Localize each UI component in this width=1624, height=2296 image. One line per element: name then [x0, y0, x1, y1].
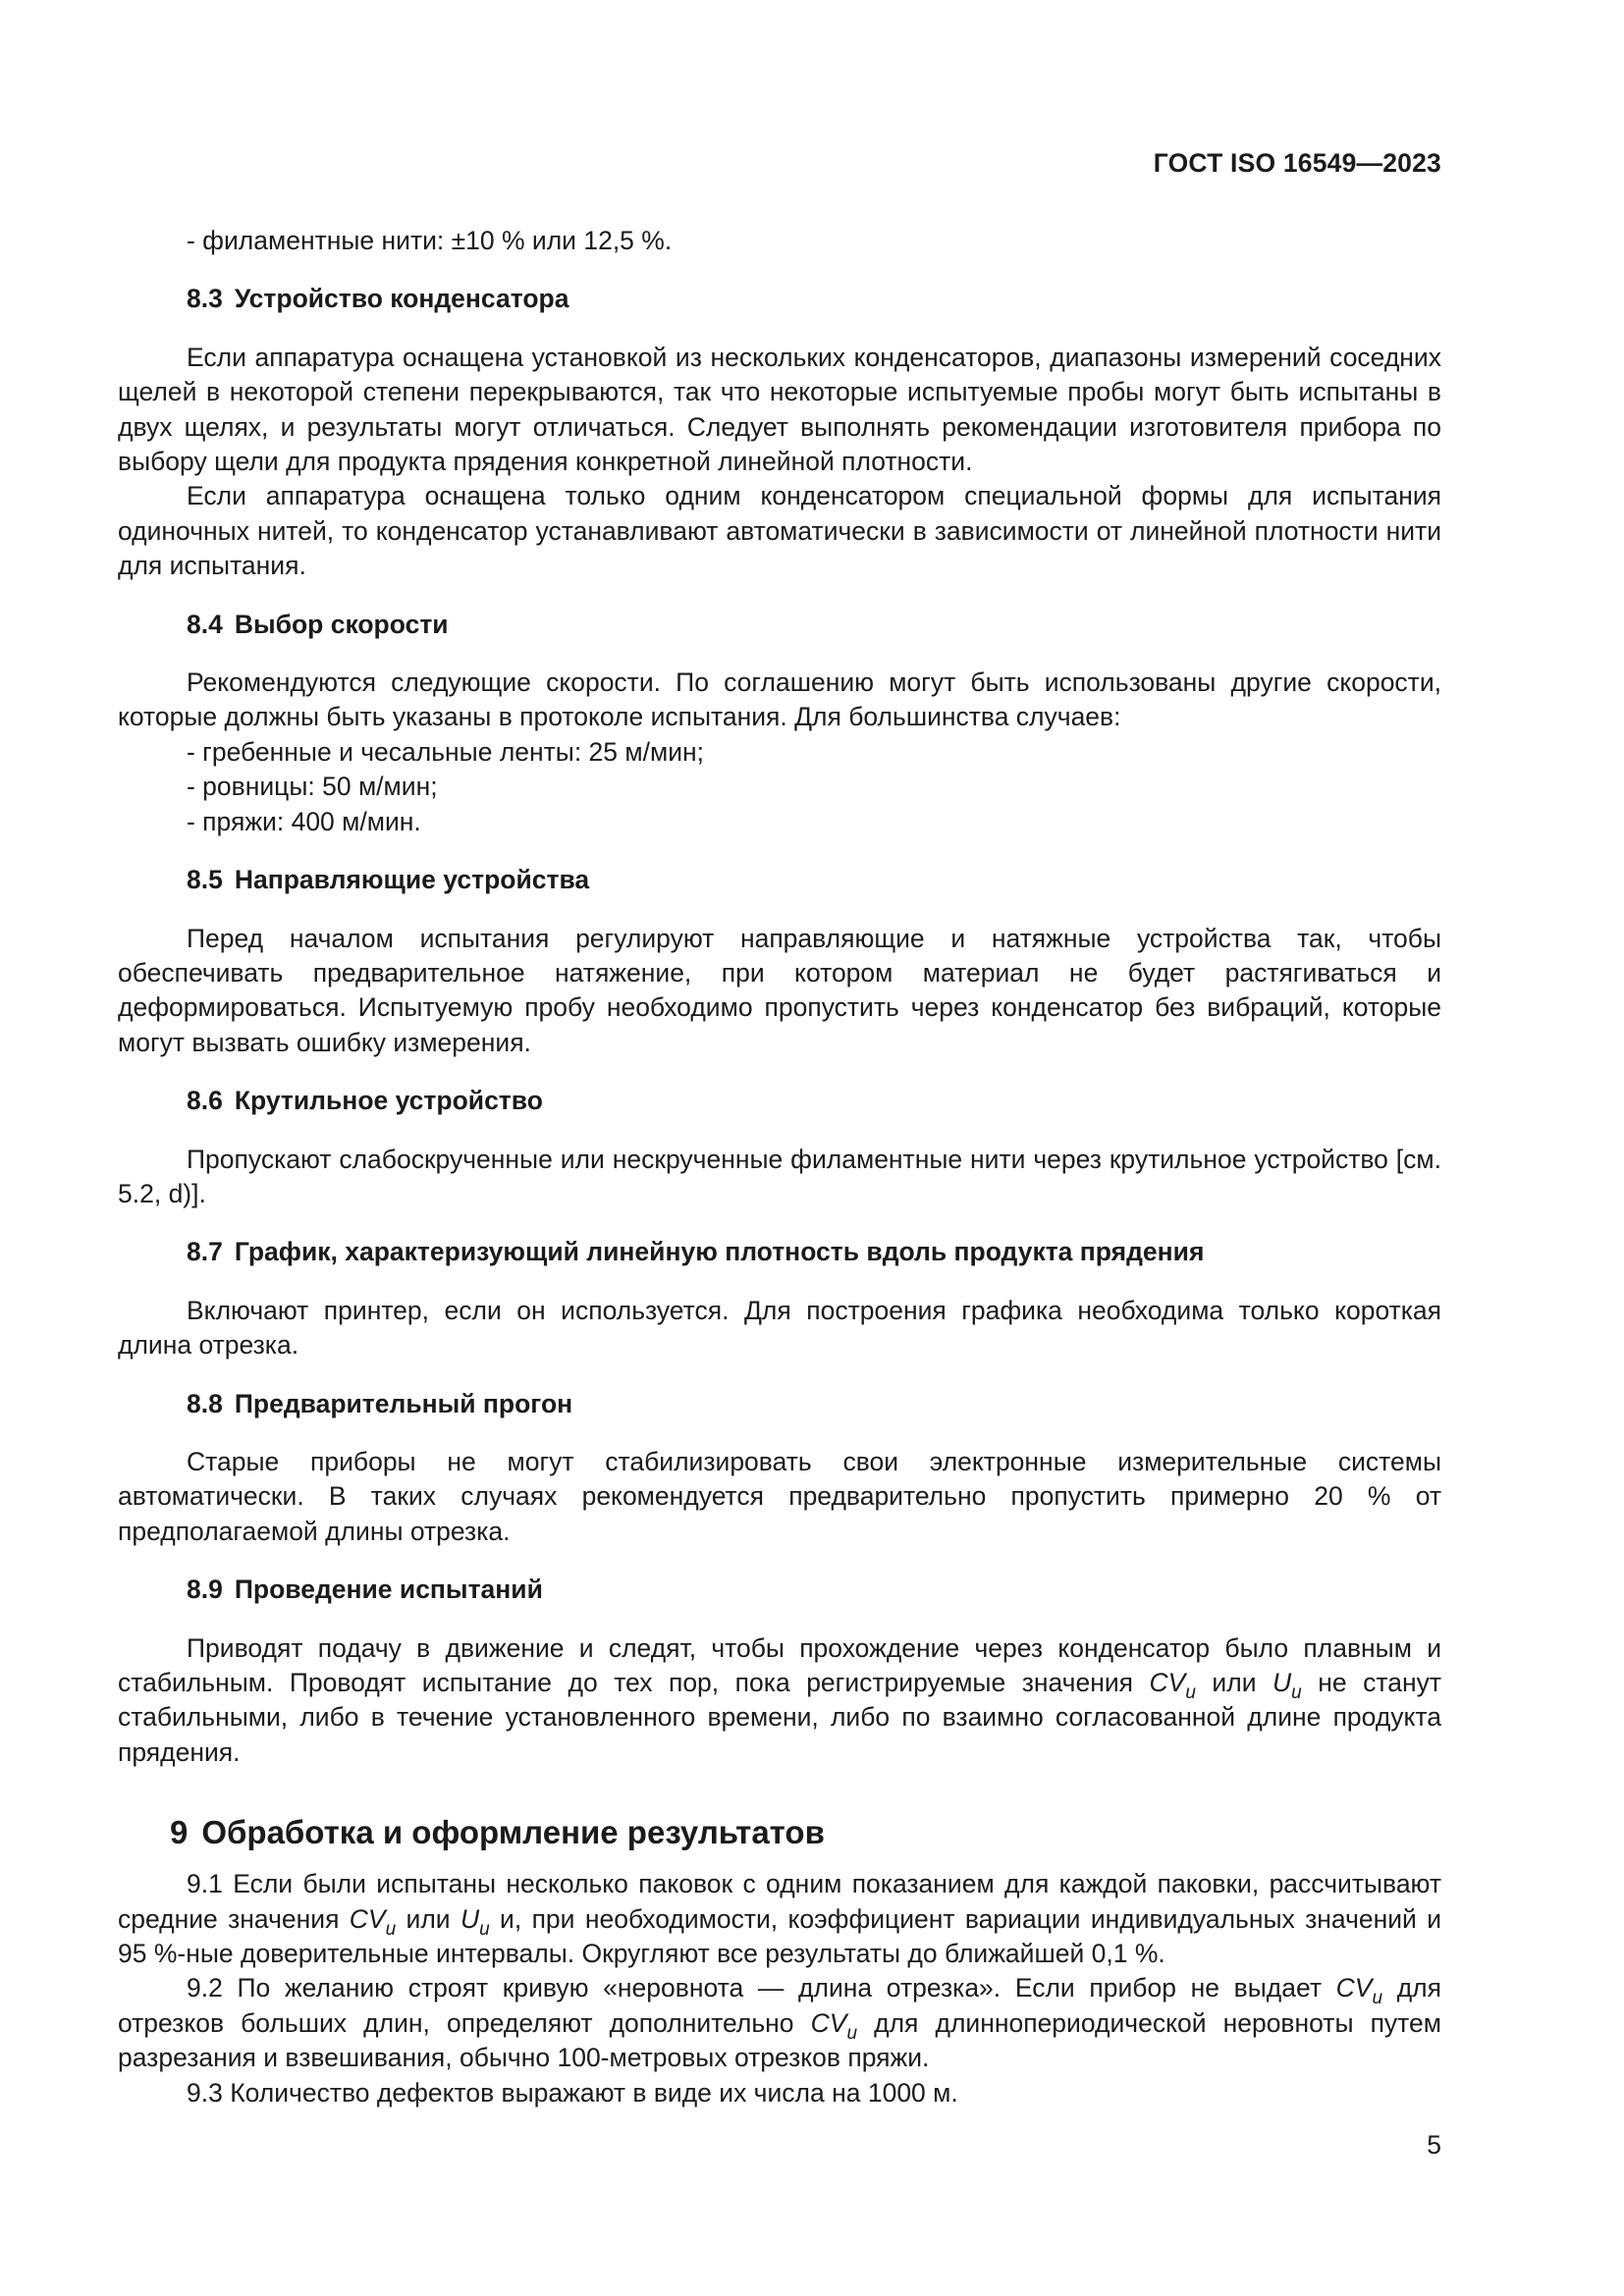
section-title: Выбор скорости	[234, 609, 449, 639]
symbol-uu	[460, 1903, 490, 1940]
chapter-title: Обработка и оформление результатов	[201, 1814, 825, 1851]
section-number: 8.7	[187, 1237, 223, 1267]
symbol-subscript: u	[1372, 1988, 1383, 2009]
list-item: - ровницы: 50 м/мин;	[187, 772, 438, 802]
paragraph: Если аппаратура оснащена только одним конденсатором специальной формы для испытания одиночных нитей, то конденсатор устанавливают автоматически в зависимости от линейной плотности нити для испытания.	[118, 481, 1441, 581]
page-number: 5	[1427, 2130, 1441, 2160]
section-number: 8.3	[187, 284, 223, 314]
section-title: Устройство конденсатора	[234, 284, 569, 314]
running-header-standard-id: ГОСТ ISO 16549—2023	[1153, 148, 1441, 178]
chapter-number: 9	[170, 1814, 189, 1851]
symbol-subscript: u	[1291, 1682, 1302, 1703]
list-item: - пряжи: 400 м/мин.	[187, 806, 421, 836]
section-number: 8.6	[187, 1086, 223, 1116]
paragraph: Включают принтер, если он используется. Для построения графика необходима только короткая длина отрезка.	[118, 1295, 1441, 1361]
symbol-cvu	[1335, 1973, 1383, 2009]
symbol-subscript: u	[846, 2022, 858, 2044]
symbol-text: U	[1272, 1668, 1292, 1697]
text-run: 9.1 Если были испытаны несколько паковок с одним показанием для каждой паковки, рассчитывают средние значения	[118, 1869, 1441, 1934]
section-title: Проведение испытаний	[234, 1575, 543, 1605]
symbol-subscript: u	[385, 1918, 397, 1940]
symbol-cvu	[1149, 1668, 1196, 1703]
paragraph: Пропускают слабоскрученные или нескрученные филаментные нити через крутильное устройство [см. 5.2, d)].	[118, 1144, 1441, 1208]
section-number: 8.5	[187, 865, 223, 895]
paragraph: 9.3 Количество дефектов выражают в виде их числа на 1000 м.	[187, 2077, 958, 2108]
section-number: 8.8	[187, 1388, 223, 1418]
text-run: для отрезков больших длин, определяют дополнительно	[118, 1973, 1441, 2038]
text-run: или	[396, 1903, 460, 1934]
paragraph	[118, 1867, 1441, 1971]
paragraph: Рекомендуются следующие скорости. По соглашению могут быть использованы другие скорости, которые должны быть указаны в протоколе испытания. Для большинства случаев:	[118, 667, 1441, 732]
symbol-cvu	[349, 1903, 397, 1940]
text-run: или	[1195, 1668, 1273, 1697]
text-run: и, при необходимости, коэффициент вариации индивидуальных значений и 95 %-ные доверительные интервалы. Округляют все результаты до ближайшей 0,1 %.	[118, 1903, 1442, 1969]
text-run: Приводят подачу в движение и следят, чтобы прохождение через конденсатор было плавным и стабильным. Проводят испытание до тех пор, пока регистрируемые значения	[118, 1632, 1441, 1697]
section-heading-8-6	[118, 1084, 1441, 1118]
text-run: для длиннопериодической неровноты путем разрезания и взвешивания, обычно 100-метровых отрезков пряжи.	[118, 2007, 1441, 2073]
section-heading-8-3	[118, 282, 1441, 316]
section-number: 8.9	[187, 1575, 223, 1605]
paragraph: Старые приборы не могут стабилизировать свои электронные измерительные системы автоматически. В таких случаях рекомендуется предварительно пропустить примерно 20 % от предполагаемой длины отрезка.	[118, 1446, 1441, 1546]
symbol-uu	[1272, 1668, 1302, 1703]
symbol-subscript: u	[1185, 1682, 1196, 1703]
symbol-text: CV	[349, 1903, 386, 1934]
page-content	[118, 224, 1441, 2110]
section-title: Крутильное устройство	[234, 1086, 543, 1116]
list-item: - гребенные и чесальные ленты: 25 м/мин;	[187, 736, 704, 767]
section-heading-8-4	[118, 608, 1441, 642]
section-title: Направляющие устройства	[234, 865, 590, 895]
paragraph: Если аппаратура оснащена установкой из нескольких конденсаторов, диапазоны измерений соседних щелей в некоторой степени перекрываются, так что некоторые испытуемые пробы могут быть испытаны в двух щелях, и результаты могут отличаться. Следует выполнять рекомендации изготовителя прибора по выбору щели для продукта прядения конкретной линейной плотности.	[118, 342, 1441, 477]
paragraph: Перед началом испытания регулируют направляющие и натяжные устройства так, чтобы обеспечивать предварительное натяжение, при котором материал не будет растягиваться и деформироваться. Испытуемую пробу необходимо пропустить через конденсатор без вибраций, которые могут вызвать ошибку измерения.	[118, 923, 1441, 1057]
symbol-text: CV	[1149, 1668, 1186, 1697]
paragraph	[118, 1631, 1441, 1771]
section-heading-8-5	[118, 863, 1441, 897]
text-run: 9.2 По желанию строят кривую «неровнота — длина отрезка». Если прибор не выдает	[187, 1973, 1336, 2003]
symbol-cvu	[810, 2007, 858, 2044]
section-number: 8.4	[187, 609, 223, 639]
section-title: График, характеризующий линейную плотность вдоль продукта прядения	[234, 1237, 1205, 1267]
section-heading-8-7	[118, 1235, 1441, 1269]
section-title: Предварительный прогон	[234, 1388, 573, 1418]
symbol-subscript: u	[479, 1918, 490, 1940]
symbol-text: U	[460, 1903, 480, 1934]
paragraph	[118, 1971, 1441, 2075]
symbol-text: CV	[1335, 1973, 1373, 2003]
section-heading-8-9	[118, 1573, 1441, 1607]
symbol-text: CV	[810, 2007, 847, 2038]
chapter-heading-9	[118, 1812, 1441, 1853]
text-run: не станут стабильными, либо в течение установленного времени, либо по взаимно согласованной длине продукта прядения.	[118, 1668, 1442, 1767]
list-item: - филаментные нити: ±10 % или 12,5 %.	[187, 226, 673, 255]
section-heading-8-8	[118, 1387, 1441, 1421]
